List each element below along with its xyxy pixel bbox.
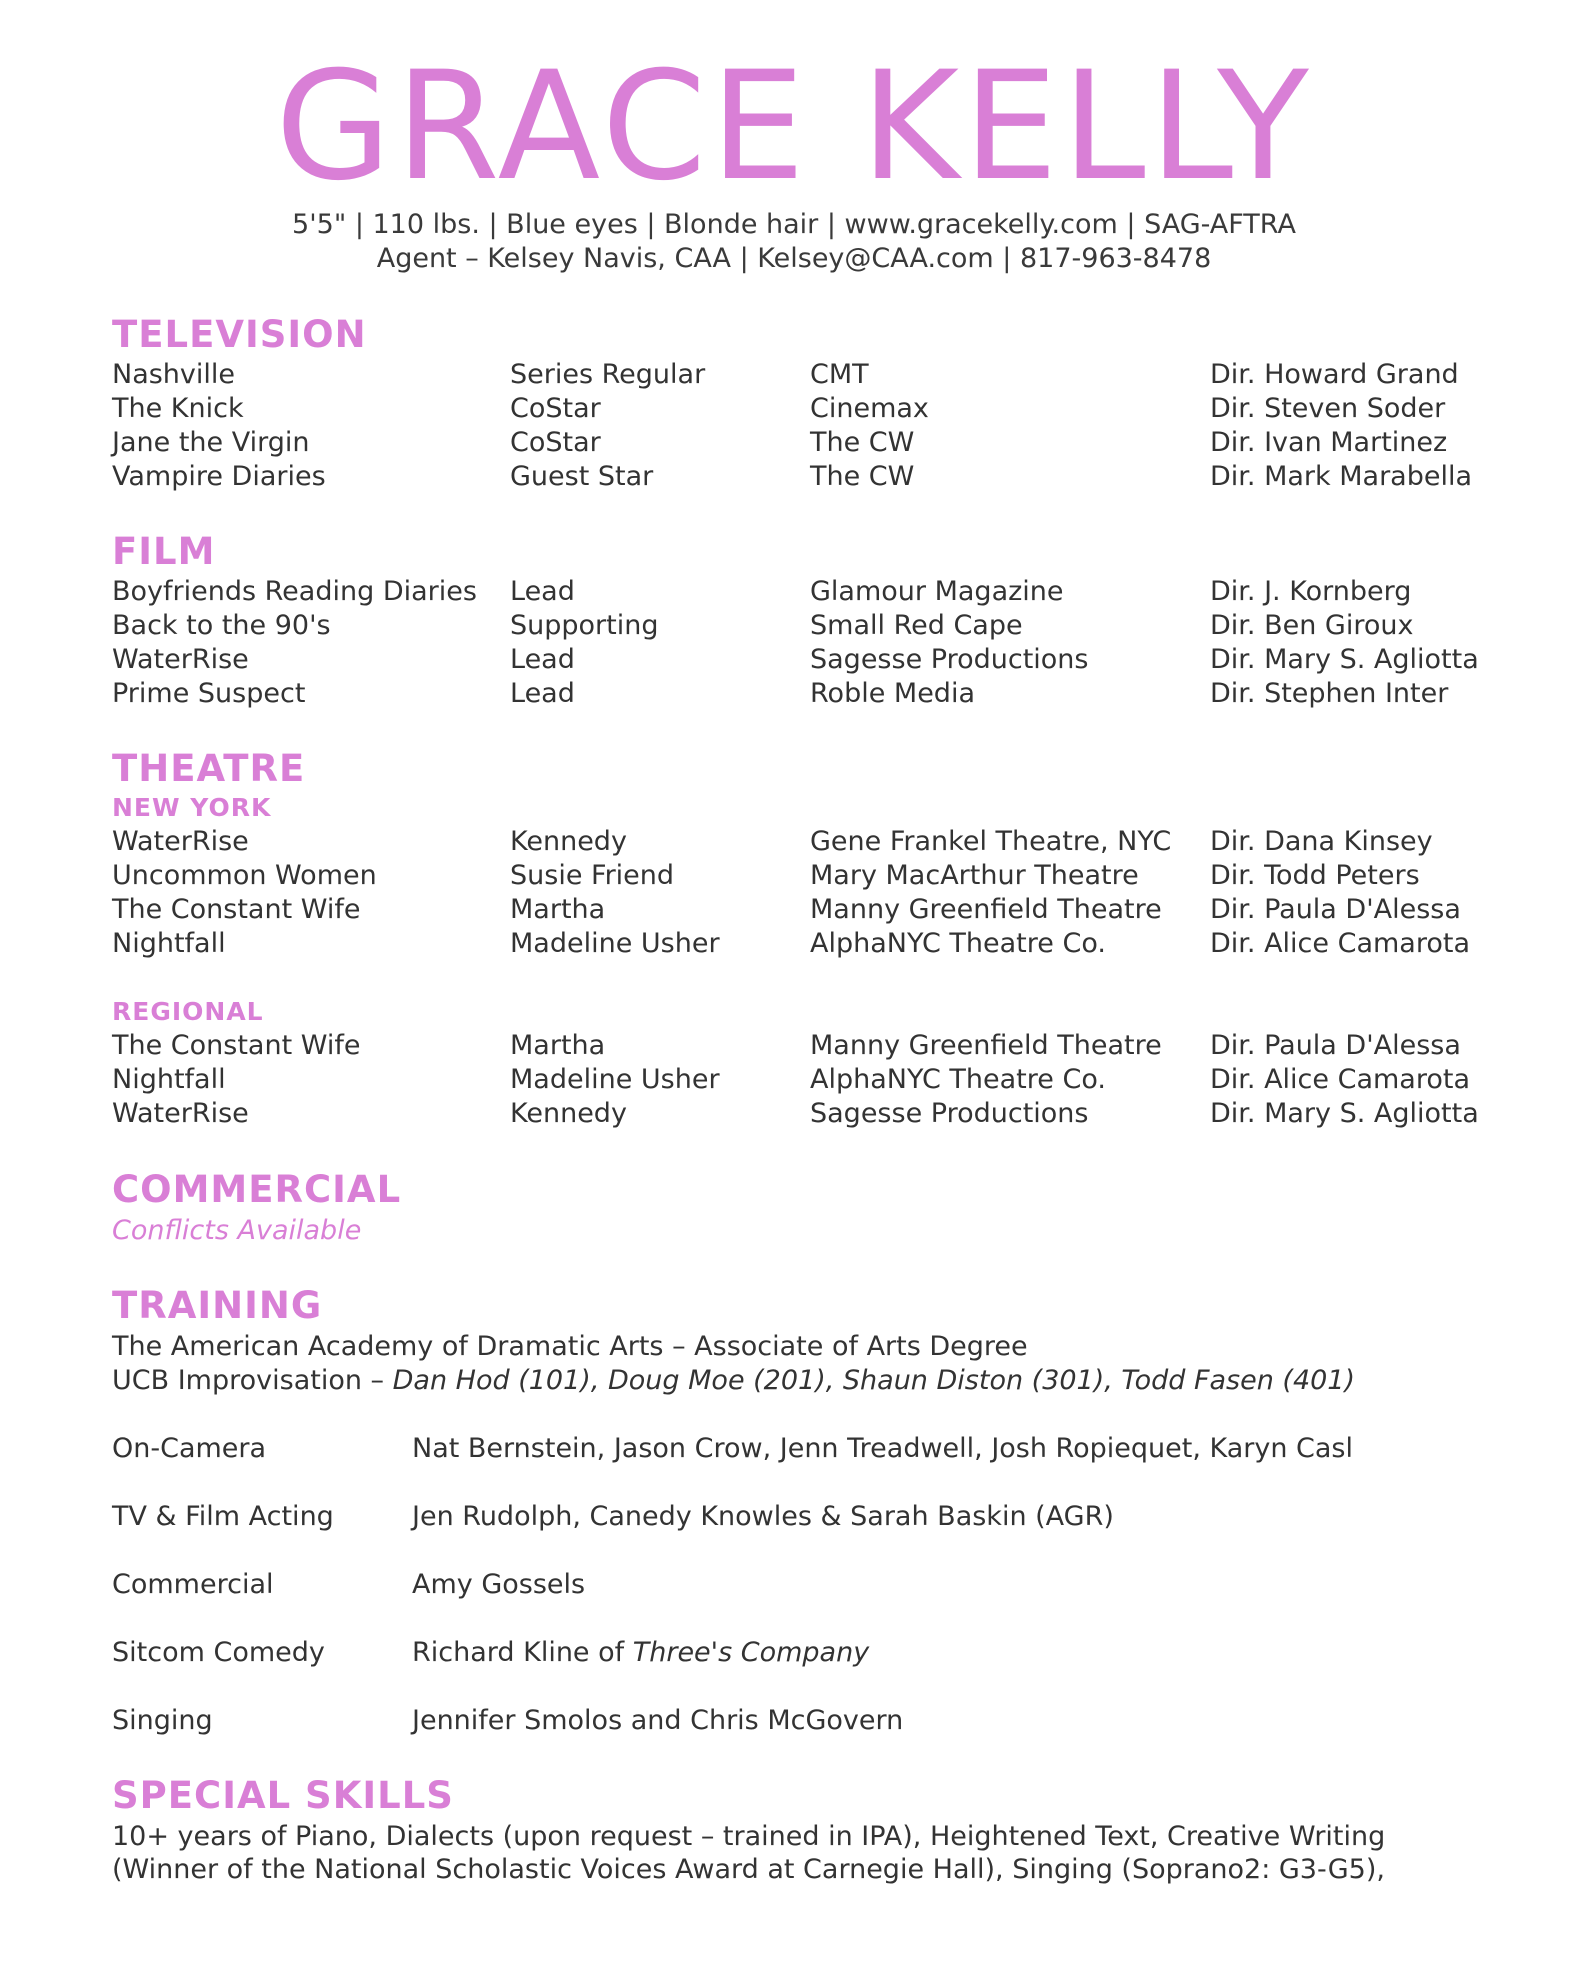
- training-row: [112, 1568, 1512, 1602]
- credit-role: Kennedy: [510, 1098, 627, 1129]
- credit-director: Dir. Paula D'Alessa: [1210, 894, 1461, 925]
- training-label: Sitcom Comedy: [112, 1637, 325, 1668]
- credit-role: Susie Friend: [510, 860, 675, 891]
- credit-network: CMT: [810, 359, 869, 390]
- training-row: [112, 1432, 1512, 1466]
- credit-role: Series Regular: [510, 359, 706, 390]
- training-value: [412, 1432, 1353, 1466]
- credit-role: Guest Star: [510, 461, 654, 492]
- credit-title: The Constant Wife: [112, 1030, 361, 1061]
- credit-role: Kennedy: [510, 826, 627, 857]
- credit-title: WaterRise: [112, 1098, 249, 1129]
- credit-title: Prime Suspect: [112, 678, 306, 709]
- training-label: Singing: [112, 1705, 213, 1736]
- credit-network: The CW: [810, 427, 915, 458]
- credit-director: Dir. Mary S. Agliotta: [1210, 644, 1479, 675]
- credit-venue: Mary MacArthur Theatre: [810, 860, 1139, 891]
- credit-title: Jane the Virgin: [112, 427, 310, 458]
- training-teachers-italic: Three's Company: [632, 1637, 870, 1668]
- conflicts-note: Conflicts Available: [112, 1215, 362, 1246]
- credit-director: Dir. Ivan Martinez: [1210, 427, 1448, 458]
- training-teachers: Nat Bernstein, Jason Crow, Jenn Treadwell, Josh Ropiequet, Karyn Casl: [412, 1433, 1354, 1464]
- special-skills-line: (Winner of the National Scholastic Voices Award at Carnegie Hall), Singing (Soprano2: G3-G5),: [112, 1854, 1385, 1885]
- credit-network: Cinemax: [810, 393, 929, 424]
- actor-name: GRACE KELLY: [275, 40, 1313, 214]
- credit-title: WaterRise: [112, 826, 249, 857]
- special-skills-heading: SPECIAL SKILLS: [112, 1774, 454, 1817]
- training-label: On-Camera: [112, 1433, 267, 1464]
- credit-role: Lead: [510, 644, 575, 675]
- credit-role: CoStar: [510, 427, 601, 458]
- credit-role: Supporting: [510, 610, 659, 641]
- credit-role: Lead: [510, 678, 575, 709]
- television-heading: TELEVISION: [112, 313, 367, 356]
- credit-venue: Manny Greenfield Theatre: [810, 1030, 1162, 1061]
- commercial-heading: COMMERCIAL: [112, 1168, 402, 1211]
- credit-role: Madeline Usher: [510, 1064, 720, 1095]
- credit-title: Uncommon Women: [112, 860, 377, 891]
- credit-director: Dir. J. Kornberg: [1210, 576, 1412, 607]
- credit-title: Nightfall: [112, 1064, 226, 1095]
- credit-venue: Gene Frankel Theatre, NYC: [810, 826, 1172, 857]
- credit-title: The Knick: [112, 393, 244, 424]
- credit-director: Dir. Mary S. Agliotta: [1210, 1098, 1479, 1129]
- credit-role: Martha: [510, 1030, 606, 1061]
- training-ucb-prefix: UCB Improvisation –: [112, 1365, 393, 1396]
- credit-company: Small Red Cape: [810, 610, 1023, 641]
- training-row: [112, 1704, 1512, 1738]
- new-york-heading: NEW YORK: [112, 793, 272, 822]
- film-heading: FILM: [112, 530, 216, 573]
- credit-director: Dir. Steven Soder: [1210, 393, 1446, 424]
- credit-director: Dir. Todd Peters: [1210, 860, 1420, 891]
- credit-role: Madeline Usher: [510, 928, 720, 959]
- credit-role: Lead: [510, 576, 575, 607]
- training-value: [412, 1704, 903, 1738]
- training-teachers: Amy Gossels: [412, 1569, 586, 1600]
- credit-company: Glamour Magazine: [810, 576, 1064, 607]
- credit-network: The CW: [810, 461, 915, 492]
- training-academy: The American Academy of Dramatic Arts – Associate of Arts Degree: [112, 1331, 1028, 1362]
- credit-title: Nashville: [112, 359, 236, 390]
- credit-title: The Constant Wife: [112, 894, 361, 925]
- training-label: TV & Film Acting: [112, 1501, 334, 1532]
- credit-director: Dir. Howard Grand: [1210, 359, 1459, 390]
- credit-venue: AlphaNYC Theatre Co.: [810, 928, 1106, 959]
- credit-title: Back to the 90's: [112, 610, 331, 641]
- credit-director: Dir. Mark Marabella: [1210, 461, 1473, 492]
- credit-director: Dir. Paula D'Alessa: [1210, 1030, 1461, 1061]
- training-value: [412, 1500, 1114, 1534]
- credit-director: Dir. Alice Camarota: [1210, 928, 1470, 959]
- training-teachers: Jennifer Smolos and Chris McGovern: [412, 1705, 904, 1736]
- training-value: [412, 1568, 585, 1602]
- credit-director: Dir. Alice Camarota: [1210, 1064, 1470, 1095]
- credit-role: CoStar: [510, 393, 601, 424]
- training-heading: TRAINING: [112, 1284, 323, 1327]
- special-skills-line: 10+ years of Piano, Dialects (upon request – trained in IPA), Heightened Text, Creative Writing: [112, 1821, 1386, 1852]
- agent-line: Agent – Kelsey Navis, CAA | Kelsey@CAA.com | 817-963-8478: [376, 243, 1212, 274]
- credit-company: Sagesse Productions: [810, 644, 1089, 675]
- training-value: [412, 1636, 869, 1670]
- training-teachers: Richard Kline of: [412, 1637, 633, 1668]
- credit-director: Dir. Dana Kinsey: [1210, 826, 1433, 857]
- theatre-heading: THEATRE: [112, 747, 306, 790]
- credit-director: Dir. Ben Giroux: [1210, 610, 1414, 641]
- credit-director: Dir. Stephen Inter: [1210, 678, 1449, 709]
- stats-line: 5'5" | 110 lbs. | Blue eyes | Blonde hair | www.gracekelly.com | SAG-AFTRA: [292, 209, 1296, 240]
- credit-role: Martha: [510, 894, 606, 925]
- training-row: [112, 1636, 1512, 1670]
- credit-title: WaterRise: [112, 644, 249, 675]
- regional-heading: REGIONAL: [112, 997, 264, 1026]
- training-ucb: [112, 1364, 1355, 1398]
- credit-venue: Manny Greenfield Theatre: [810, 894, 1162, 925]
- credit-venue: AlphaNYC Theatre Co.: [810, 1064, 1106, 1095]
- credit-venue: Sagesse Productions: [810, 1098, 1089, 1129]
- training-row: [112, 1500, 1512, 1534]
- credit-title: Boyfriends Reading Diaries: [112, 576, 477, 607]
- training-teachers: Jen Rudolph, Canedy Knowles & Sarah Baskin (AGR): [412, 1501, 1114, 1532]
- training-ucb-teachers: Dan Hod (101), Doug Moe (201), Shaun Diston (301), Todd Fasen (401): [392, 1365, 1356, 1396]
- credit-company: Roble Media: [810, 678, 975, 709]
- credit-title: Vampire Diaries: [112, 461, 326, 492]
- training-label: Commercial: [112, 1569, 274, 1600]
- credit-title: Nightfall: [112, 928, 226, 959]
